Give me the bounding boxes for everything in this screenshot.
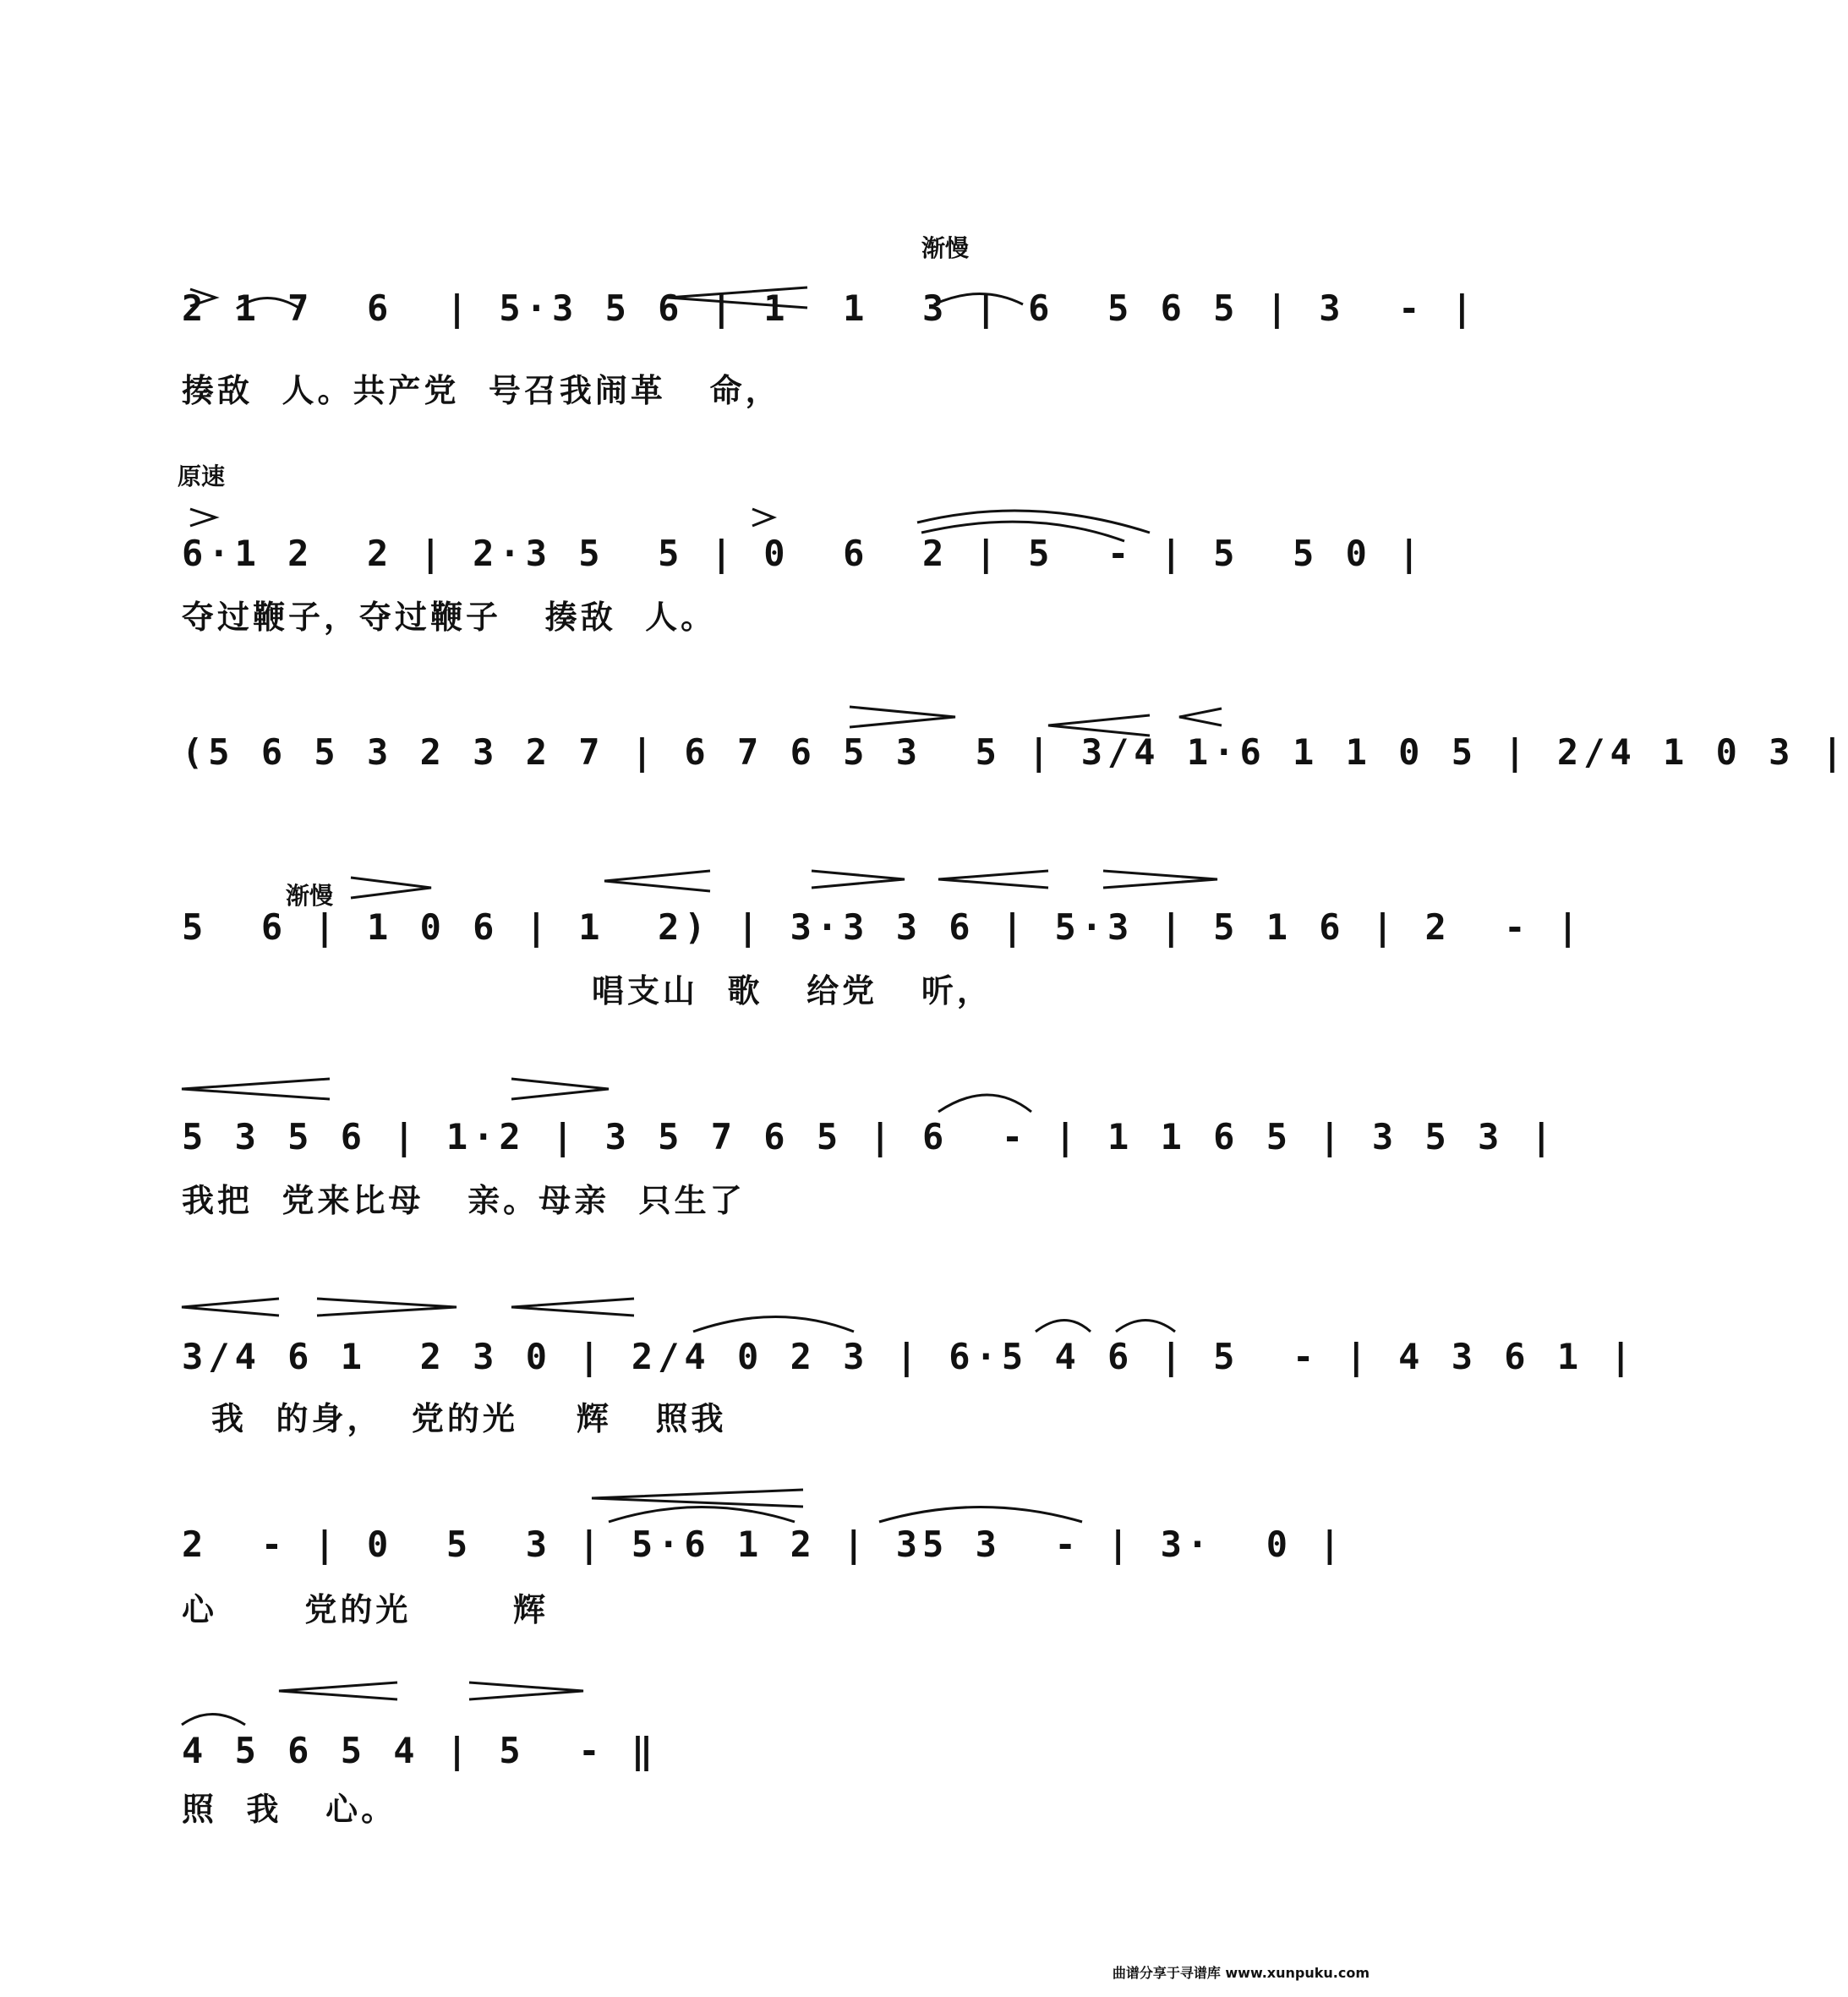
notation-line-2: 6·1 2 2 | 2·3 5 5 | 0 6 2 | 5 - | 5 5 0 | (182, 533, 1425, 574)
decrescendo-hairpin (1103, 871, 1217, 888)
crescendo-hairpin (511, 1299, 634, 1316)
notation-line-4: 5 6 | 1 0 6 | 1 2) | 3·3 3 6 | 5·3 | 5 1 6 | 2 - | (182, 906, 1584, 948)
decrescendo-hairpin (351, 878, 431, 898)
lyrics-line-4: 唱支山 歌 给党 听， (592, 971, 992, 1009)
lyrics-line-1: 揍敌 人。共产党 号召我闹革 命， (182, 371, 781, 409)
crescendo-hairpin (592, 1490, 803, 1507)
accent-mark (190, 509, 216, 526)
crescendo-hairpin (182, 1079, 330, 1099)
lyrics-line-7: 心 党的光 辉 (182, 1590, 549, 1628)
lyrics-line-6: 我 的身， 党的光 辉 照我 (211, 1399, 727, 1437)
decrescendo-hairpin (317, 1299, 457, 1316)
notation-line-5: 5 3 5 6 | 1·2 | 3 5 7 6 5 | 6 - | 1 1 6 5 | 3 5 3 | (182, 1116, 1557, 1157)
notation-line-7: 2 - | 0 5 3 | 5·6 1 2 | 35 3 - | 3· 0 | (182, 1524, 1346, 1565)
crescendo-hairpin (604, 871, 710, 891)
tempo-mark-a-tempo: 原速 (178, 462, 226, 490)
crescendo-hairpin (182, 1299, 279, 1316)
accent-mark (752, 509, 774, 526)
crescendo-hairpin (279, 1682, 397, 1699)
notation-line-3: (5 6 5 3 2 3 2 7 | 6 7 6 5 3 5 | 3/4 1·6 1 1 0 5 | 2/4 1 0 3 | (182, 731, 1848, 773)
notation-line-8: 4 5 6 5 4 | 5 - ‖ (182, 1730, 659, 1771)
decrescendo-hairpin (511, 1079, 609, 1099)
notation-line-6: 3/4 6 1 2 3 0 | 2/4 0 2 3 | 6·5 4 6 | 5 - | 4 3 6 1 | (182, 1336, 1637, 1377)
notation-line-1: 2 1 7 6 | 5·3 5 6 | 1 1 3 | 6 5 6 5 | 3 - | (182, 287, 1479, 329)
tempo-mark-slowing: 渐慢 (921, 234, 970, 262)
decrescendo-hairpin (812, 871, 905, 888)
watermark-footer: 曲谱分享于寻谱库 www.xunpuku.com (1112, 1965, 1370, 1981)
tempo-mark-slowing-2: 渐慢 (286, 882, 334, 910)
decrescendo-hairpin (469, 1682, 583, 1699)
lyrics-line-2: 夺过鞭子，夺过鞭子 揍敌 人。 (182, 598, 717, 636)
lyrics-line-8: 照 我 心。 (182, 1790, 397, 1828)
lyrics-line-5: 我把 党来比母 亲。母亲 只生了 (182, 1181, 746, 1219)
crescendo-hairpin (938, 871, 1048, 888)
